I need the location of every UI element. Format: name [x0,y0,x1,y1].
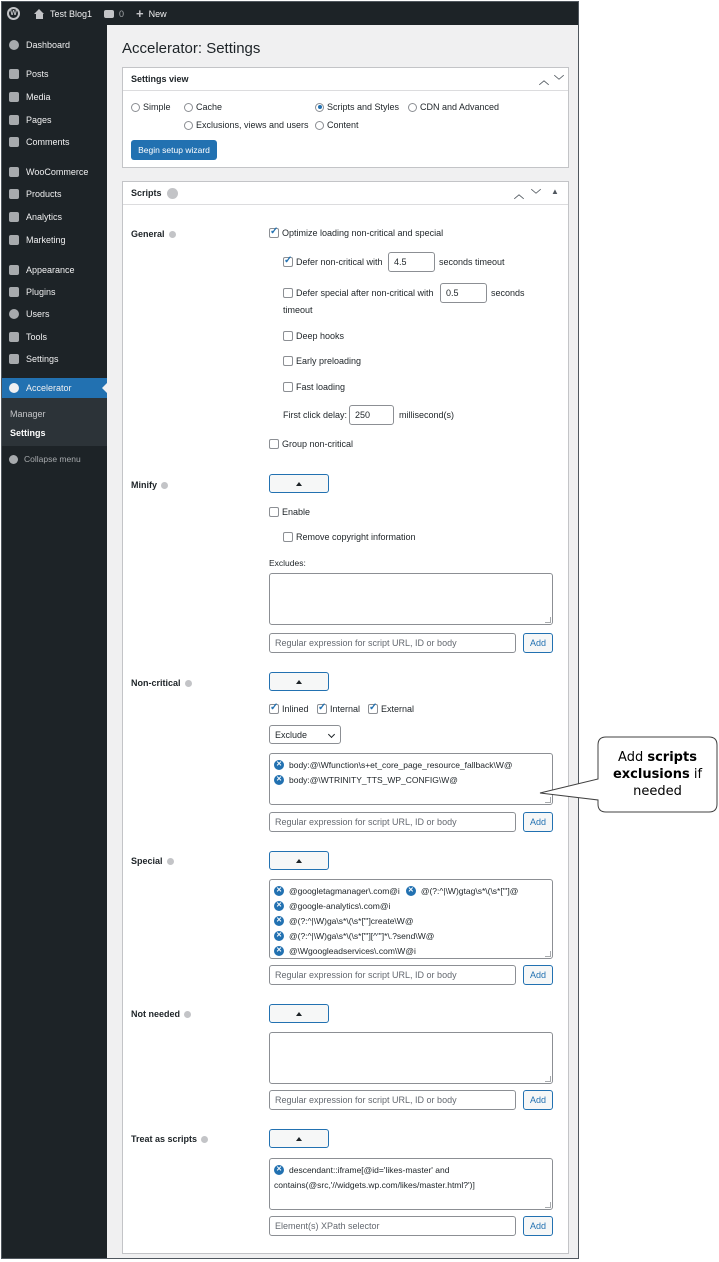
radio-label: Scripts and Styles [327,102,400,112]
callout-text [597,749,718,800]
early-preloading-option[interactable] [283,356,361,366]
not-needed-input[interactable]: Regular expression for script URL, ID or body [269,1090,516,1110]
radio-simple[interactable] [131,103,140,112]
radio-exclusions[interactable] [184,121,193,130]
not-needed-toggle-button[interactable] [269,1004,329,1023]
sidebar-item-label: Products [26,189,62,199]
defer-noncritical-checkbox[interactable] [283,257,293,267]
not-needed-add-button[interactable]: Add [523,1090,553,1110]
sidebar-item-label: Analytics [26,212,63,222]
sidebar-item-label: Tools [26,332,48,342]
callout-annotation [597,736,718,813]
minify-enable-checkbox[interactable] [269,507,279,517]
defer-suffix: seconds timeout [439,257,505,267]
comment-icon [9,137,19,147]
view-option-exclusions[interactable] [184,120,309,130]
checkbox-label: Early preloading [296,356,362,366]
remove-icon[interactable]: ✕ [406,886,416,896]
minify-excludes-textarea[interactable] [269,573,553,625]
internal-option[interactable] [317,704,360,714]
entry-text: descendant::iframe[@id='likes-master' and [289,1164,450,1175]
callout-text-2: if needed [633,767,703,799]
sidebar-item-appearance[interactable] [2,260,107,280]
site-name: Test Blog1 [50,8,93,19]
sidebar-item-label: Settings [26,354,59,364]
admin-bar [2,2,578,25]
entry-text: @(?:^|\W)ga\s*\(\s*["'][^"']*\.?send\W@ [289,930,435,941]
entry-text: @(?:^|\W)gtag\s*\(\s*["']@ [420,885,519,896]
megaphone-icon [9,235,19,245]
plug-icon [9,287,19,297]
group-noncritical-checkbox[interactable] [269,439,279,449]
first-click-label: First click delay: [283,410,348,420]
excludes-label: Excludes: [269,558,306,568]
list-item [406,883,519,898]
entry-text: @googletagmanager\.com@i [289,885,400,896]
checkbox-label: Group non-critical [282,439,354,449]
products-icon [9,189,19,199]
comment-icon [104,10,114,18]
minify-add-button[interactable]: Add [523,633,553,653]
comments-count: 0 [119,8,125,19]
settings-view-title: Settings view [131,74,189,84]
dashboard-icon [9,40,19,50]
page-title: Accelerator: Settings [122,40,261,57]
remove-icon[interactable]: ✕ [274,886,284,896]
not-needed-label [131,1009,191,1019]
section-label-text: Non-critical [131,678,181,688]
radio-scripts-styles[interactable] [315,103,324,112]
radio-label: Content [327,120,359,130]
deep-hooks-option[interactable] [283,331,344,341]
special-add-button[interactable]: Add [523,965,553,985]
remove-icon[interactable]: ✕ [274,901,284,911]
noncritical-exclude-input[interactable]: Regular expression for script URL, ID or body [269,812,516,832]
fast-loading-option[interactable] [283,382,345,392]
radio-cache[interactable] [184,103,193,112]
checkbox-label: Remove copyright information [296,532,416,542]
list-item [274,898,548,913]
minify-enable-option[interactable] [269,507,310,517]
settings-view-header [123,68,568,91]
view-option-cache[interactable] [184,102,222,112]
view-option-cdn-advanced[interactable] [408,102,499,112]
list-item [274,1162,548,1177]
sidebar-item-users[interactable] [2,304,107,324]
treat-as-scripts-textarea[interactable] [269,1158,553,1210]
radio-content[interactable] [315,121,324,130]
special-exclude-input[interactable]: Regular expression for script URL, ID or body [269,965,516,985]
user-icon [9,309,19,319]
minify-exclude-input[interactable]: Regular expression for script URL, ID or body [269,633,516,653]
remove-copyright-option[interactable] [283,532,416,542]
radio-label: Simple [143,102,171,112]
noncritical-toggle-button[interactable] [269,672,329,691]
list-item [274,883,400,898]
scripts-box [122,181,569,1254]
defer-noncritical-option[interactable] [283,257,383,267]
radio-cdn-advanced[interactable] [408,103,417,112]
collapse-toggle-icon[interactable]: ▲ [551,187,559,196]
checkbox-label: Fast loading [296,382,346,392]
main-content [107,25,578,1259]
callout-bold-text: scripts exclusions [612,750,697,782]
checkbox-label: Deep hooks [296,331,345,341]
remove-icon[interactable]: ✕ [274,775,284,785]
list-item [274,943,548,958]
list-item [274,928,548,943]
pages-icon [9,115,19,125]
accelerator-submenu [2,398,107,446]
sidebar-item-label: Posts [26,69,49,79]
not-needed-textarea[interactable] [269,1032,553,1084]
help-icon[interactable] [201,1136,208,1143]
early-preloading-checkbox[interactable] [283,356,293,366]
sidebar-item-dashboard[interactable] [2,35,107,55]
help-icon[interactable] [167,188,178,199]
entry-text: @(?:^|\W)ga\s*\(\s*["']create\W@ [289,915,414,926]
defer-special-option[interactable] [283,288,434,298]
minify-toggle-button[interactable] [269,474,329,493]
section-label-text: General [131,229,165,239]
entry-text: @\Wgoogleadservices\.com\W@i [289,945,416,956]
checkbox-label: External [381,704,415,714]
defer-special-timeout-input[interactable]: 0.5 [440,283,487,303]
home-icon [34,9,45,19]
help-icon[interactable] [184,1011,191,1018]
settings-icon [9,354,19,364]
view-option-simple[interactable] [131,102,171,112]
view-option-content[interactable] [315,120,359,130]
checkbox-label: Inlined [282,704,309,714]
list-item-continuation [274,1177,548,1192]
sidebar-item-marketing[interactable] [2,230,107,250]
radio-label: Exclusions, views and users [196,120,309,130]
first-click-suffix: millisecond(s) [399,410,455,420]
section-label-text: Minify [131,480,157,490]
sidebar-item-accelerator[interactable] [2,378,107,398]
sidebar-item-label: Appearance [26,265,75,275]
woocommerce-icon [9,167,19,177]
general-label [131,229,176,239]
list-row [274,883,548,898]
wp-logo-menu[interactable] [2,2,26,25]
sidebar-item-settings[interactable] [2,349,107,369]
list-item [274,757,548,772]
settings-view-box [122,67,569,168]
collapse-label: Collapse menu [24,454,81,464]
special-toggle-button[interactable] [269,851,329,870]
defer-special-suffix-2: timeout [283,305,313,315]
group-noncritical-option[interactable] [269,439,353,449]
pin-icon [9,69,19,79]
help-icon[interactable] [161,482,168,489]
callout-text-1: Add [618,750,648,765]
checkbox-label: Defer non-critical with [296,257,383,267]
remove-icon[interactable]: ✕ [274,916,284,926]
first-click-delay-input[interactable]: 250 [349,405,394,425]
sidebar-item-comments[interactable] [2,132,107,152]
noncritical-mode-select[interactable]: Exclude [269,725,341,744]
treat-as-scripts-toggle-button[interactable] [269,1129,329,1148]
wordpress-icon: W [7,7,20,20]
section-label-text: Treat as scripts [131,1134,198,1144]
noncritical-add-button[interactable]: Add [523,812,553,832]
bar-chart-icon [9,212,19,222]
optimize-checkbox[interactable] [269,228,279,238]
fast-loading-checkbox[interactable] [283,382,293,392]
sidebar-item-label: Media [26,92,51,102]
sidebar-item-plugins[interactable] [2,282,107,302]
defer-timeout-input[interactable]: 4.5 [388,252,435,272]
sidebar-item-label: Users [26,309,50,319]
section-label-text: Special [131,856,163,866]
minify-label [131,480,168,490]
help-icon[interactable] [185,680,192,687]
deep-hooks-checkbox[interactable] [283,331,293,341]
noncritical-label [131,678,192,688]
sidebar-item-analytics[interactable] [2,207,107,227]
entry-text: body:@\WTRINITY_TTS_WP_CONFIG\W@ [289,774,458,785]
inlined-checkbox[interactable] [269,704,279,714]
inlined-option[interactable] [269,704,309,714]
submenu-item-manager[interactable]: Manager [10,409,46,419]
remove-icon[interactable]: ✕ [274,760,284,770]
sidebar-item-label: Plugins [26,287,56,297]
sidebar-item-media[interactable] [2,87,107,107]
sidebar-item-tools[interactable] [2,327,107,347]
checkbox-label: Defer special after non-critical with [296,288,434,298]
move-down-icon[interactable]: ﹀ [554,76,564,87]
sidebar-item-label: Dashboard [26,40,71,50]
media-icon [9,92,19,102]
treat-as-scripts-add-button[interactable]: Add [523,1216,553,1236]
sidebar-item-label: WooCommerce [26,167,89,177]
new-label: New [148,8,167,19]
scripts-header [123,182,568,205]
entry-text: body:@\Wfunction\s+et_core_page_resource_fallback\W@ [289,759,513,770]
defer-special-suffix-1: seconds [491,288,525,298]
move-up-icon[interactable]: ︿ [539,76,549,87]
move-down-icon[interactable]: ﹀ [531,190,541,201]
remove-icon[interactable]: ✕ [274,946,284,956]
sidebar-item-label: Pages [26,115,52,125]
entry-text: contains(@src,'//widgets.wp.com/likes/master.html?')] [274,1179,475,1190]
radio-label: CDN and Advanced [420,102,500,112]
scripts-title: Scripts [131,188,162,198]
remove-icon[interactable]: ✕ [274,1165,284,1175]
help-icon[interactable] [169,231,176,238]
new-content-link[interactable] [130,2,173,25]
sidebar-item-posts[interactable] [2,64,107,84]
site-name-link[interactable] [28,2,98,25]
special-entries-textarea[interactable] [269,879,553,959]
noncritical-entries-textarea[interactable] [269,753,553,805]
help-icon[interactable] [167,858,174,865]
xpath-selector-input[interactable]: Element(s) XPath selector [269,1216,516,1236]
collapse-icon [9,455,18,464]
radio-label: Cache [196,102,223,112]
sidebar-item-pages[interactable] [2,110,107,130]
paintbrush-icon [9,265,19,275]
remove-icon[interactable]: ✕ [274,931,284,941]
accelerator-icon [9,383,19,393]
sidebar-item-label: Marketing [26,235,66,245]
treat-as-scripts-label [131,1134,208,1144]
submenu-item-settings[interactable]: Settings [10,428,46,438]
special-label [131,856,174,866]
checkbox-label: Internal [330,704,361,714]
move-up-icon[interactable]: ︿ [514,190,524,201]
checkbox-label: Enable [282,507,311,517]
optimize-loading-option[interactable] [269,228,443,238]
comments-link[interactable] [98,2,130,25]
view-option-scripts-styles[interactable] [315,102,399,112]
sidebar-item-products[interactable] [2,184,107,204]
sidebar-item-label: Comments [26,137,70,147]
defer-special-checkbox[interactable] [283,288,293,298]
plus-icon: + [136,6,144,21]
entry-text: @google-analytics\.com@i [289,900,391,911]
collapse-menu-button[interactable] [2,452,81,466]
sidebar-item-woocommerce[interactable] [2,162,107,182]
list-item [274,913,548,928]
admin-sidebar [2,25,107,1259]
checkbox-label: Optimize loading non-critical and special [282,228,444,238]
external-checkbox[interactable] [368,704,378,714]
external-option[interactable] [368,704,414,714]
wrench-icon [9,332,19,342]
section-label-text: Not needed [131,1009,181,1019]
remove-copyright-checkbox[interactable] [283,532,293,542]
list-item [274,772,548,787]
sidebar-item-label: Accelerator [26,383,72,393]
browser-frame [1,1,579,1259]
internal-checkbox[interactable] [317,704,327,714]
begin-setup-wizard-button[interactable]: Begin setup wizard [131,140,217,160]
